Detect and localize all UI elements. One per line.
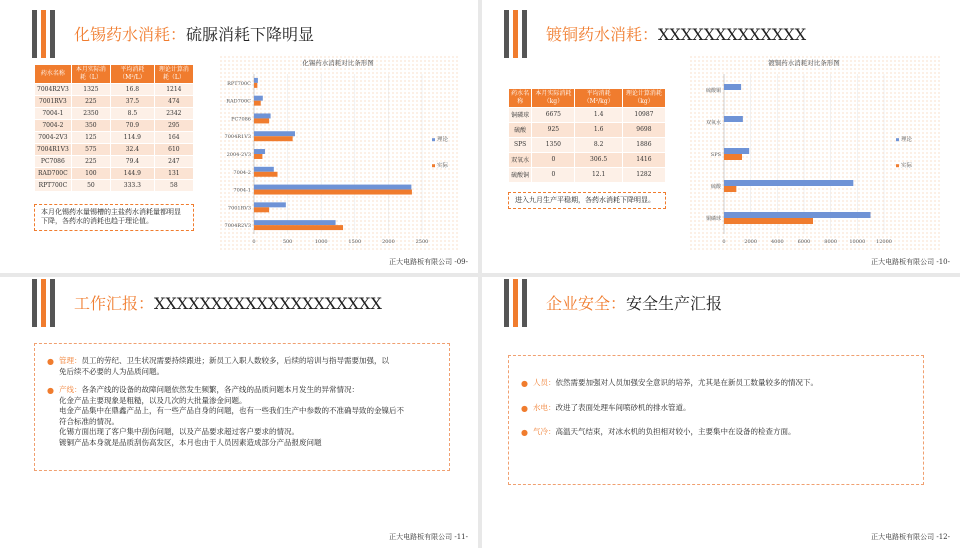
table-row [509, 122, 666, 137]
table-cell: 7004-2 [35, 119, 72, 131]
bullet-dot-icon: ● [521, 379, 528, 388]
y-tick-label: 双氧水 [705, 120, 721, 126]
bar-theory [724, 212, 870, 218]
table-cell: 1282 [622, 167, 665, 182]
table-cell: 2342 [154, 107, 193, 119]
table-cell: 7004R1V3 [35, 143, 72, 155]
x-tick-label: 10000 [849, 239, 866, 245]
table-cell: 32.4 [111, 143, 155, 155]
bar-theory [254, 113, 271, 118]
table-cell: 8.5 [111, 107, 155, 119]
y-tick-label: 铜磷球 [705, 216, 721, 222]
bar-actual [254, 207, 269, 212]
bar-theory [254, 202, 286, 207]
table-cell: 70.9 [111, 119, 155, 131]
legend-label: 理论 [437, 137, 449, 144]
page-footer: 正大电路板有限公司 -10- [871, 258, 950, 266]
slide-title: 化锡药水消耗：硫脲消耗下降明显 [74, 25, 315, 44]
table-row [35, 131, 194, 143]
table-cell: 333.3 [111, 179, 155, 191]
table-header-cell: 平均消耗（M²/L） [111, 65, 155, 84]
table-cell: 79.4 [111, 155, 155, 167]
table-cell: 7004R2V3 [35, 83, 72, 95]
table-cell: 247 [154, 155, 193, 167]
table-cell: RPT700C [35, 179, 72, 191]
y-tick-label: SPS [710, 152, 721, 158]
bar-theory [724, 84, 741, 90]
table-cell: 350 [71, 119, 110, 131]
table-cell: 37.5 [111, 95, 155, 107]
bar-theory [724, 180, 853, 186]
slide-title: 企业安全：安全生产汇报 [546, 294, 723, 313]
bar-chart [220, 56, 460, 256]
table-cell: 50 [71, 179, 110, 191]
y-tick-label: 7004-1 [233, 187, 251, 194]
slide-title: 工作汇报：XXXXXXXXXXXXXXXXXXXX [74, 294, 382, 313]
table-header-cell: 药水名称 [509, 89, 532, 108]
slide-09 [0, 0, 478, 273]
table-row [509, 167, 666, 182]
table-header-cell: 本月实际消耗（L） [71, 65, 110, 84]
page-footer: 正大电路板有限公司 -12- [871, 533, 950, 541]
table-cell: 1.6 [575, 122, 622, 137]
table-cell: 575 [71, 143, 110, 155]
table-row [509, 152, 666, 167]
table-cell: 硫酸铜 [509, 167, 532, 182]
chart-title: 镀铜药水消耗对比条形图 [768, 59, 840, 67]
table-cell: 1886 [622, 137, 665, 152]
slide-title: 镀铜药水消耗：XXXXXXXXXXXXX [546, 25, 807, 44]
table-cell: 1325 [71, 83, 110, 95]
x-tick-label: 4000 [770, 239, 784, 245]
bullet-personnel: ● 人员：依然需要加强对人员加强安全意识的培养，尤其是在新员工数量较多的情况下。 [521, 378, 818, 388]
table-row [35, 179, 194, 191]
table-row [35, 119, 194, 131]
table-cell: 131 [154, 167, 193, 179]
y-tick-label: 7004-2 [233, 169, 251, 176]
logo-bars [32, 10, 62, 58]
bar-theory [254, 78, 258, 83]
legend-label: 实际 [901, 163, 913, 170]
bar-actual [254, 154, 262, 159]
summary-note: 本月化锡药水量锡槽的主盐药水消耗量都明显下降，各药水的消耗也趋于理论值。 [34, 204, 194, 231]
table-cell: 铜磷球 [509, 107, 532, 122]
table-row [35, 107, 194, 119]
bar-theory [254, 149, 265, 154]
bar-actual [254, 136, 293, 141]
x-tick-label: 1000 [314, 239, 328, 245]
table-cell: 12.1 [575, 167, 622, 182]
table-cell: 164 [154, 131, 193, 143]
x-tick-label: 8000 [824, 239, 838, 245]
logo-bars [32, 279, 62, 327]
table-cell: 474 [154, 95, 193, 107]
table-cell: 硫酸 [509, 122, 532, 137]
bullet-dot-icon: ● [521, 403, 528, 413]
table-cell: 双氧水 [509, 152, 532, 167]
table-row [35, 95, 194, 107]
table-cell: 100 [71, 167, 110, 179]
table-cell: 306.5 [575, 152, 622, 167]
table-cell: 225 [71, 155, 110, 167]
y-tick-label: 7004R1V3 [224, 134, 251, 141]
slide-11 [0, 277, 478, 548]
bar-actual [254, 101, 261, 106]
x-tick-label: 6000 [797, 239, 811, 245]
bar-actual [724, 154, 742, 160]
x-tick-label: 2000 [744, 239, 758, 245]
bar-theory [254, 167, 274, 172]
page-footer: 正大电路板有限公司 -11- [389, 533, 468, 541]
bullet-management: ● 管理：员工的劳纪、卫生状况需要持续跟进；新员工入职人数较多，后续的培训与指导需要加强，以 免后续不必要的人为品质问题。 [47, 356, 389, 376]
bar-theory [254, 131, 295, 136]
table-cell: 295 [154, 119, 193, 131]
y-tick-label: 7004R2V3 [224, 223, 251, 230]
bar-theory [254, 96, 263, 101]
table-cell: 7004-2V3 [35, 131, 72, 143]
table-header-cell: 本月实际消耗（kg） [532, 89, 575, 108]
summary-note: 进入九月生产平稳期，各药水消耗下降明显。 [508, 192, 666, 209]
report-box [34, 343, 450, 471]
table-header-cell: 理论计算消耗（L） [154, 65, 193, 84]
table-cell: 7001RV3 [35, 95, 72, 107]
bullet-utilities: ● 水电：改进了表面处理车间喷砂机的排水管道。 [521, 402, 691, 413]
table-cell: 114.9 [111, 131, 155, 143]
table-cell: 16.8 [111, 83, 155, 95]
logo-bars [504, 10, 534, 58]
table-cell: 144.9 [111, 167, 155, 179]
bar-theory [724, 148, 749, 154]
logo-bars [504, 279, 534, 327]
chart-title: 化锡药水消耗对比条形图 [302, 59, 374, 67]
table-row [35, 143, 194, 155]
table-cell: 1.4 [575, 107, 622, 122]
table-cell: 0 [532, 152, 575, 167]
y-tick-label: 7001RV3 [227, 205, 251, 212]
table-row [35, 155, 194, 167]
y-tick-label: RPT700C [227, 80, 251, 87]
table-header-cell: 药水名称 [35, 65, 72, 84]
table-cell: 0 [532, 167, 575, 182]
bar-theory [254, 185, 411, 190]
table-cell: 925 [532, 122, 575, 137]
table-cell: PC7086 [35, 155, 72, 167]
x-tick-label: 2500 [415, 239, 429, 245]
table-header-cell: 理论计算消耗（kg） [622, 89, 665, 108]
table-cell: 225 [71, 95, 110, 107]
table-row [35, 83, 194, 95]
legend-swatch [432, 138, 435, 141]
x-tick-label: 12000 [876, 239, 892, 245]
y-tick-label: 2004-2V3 [226, 152, 251, 158]
bar-actual [254, 83, 257, 88]
x-tick-label: 0 [722, 239, 726, 245]
table-cell: 1350 [532, 137, 575, 152]
bullet-dot-icon: ● [47, 357, 54, 366]
table-cell: 9698 [622, 122, 665, 137]
legend-label: 实际 [437, 163, 449, 170]
bar-theory [254, 220, 336, 225]
bar-actual [724, 218, 813, 224]
legend-swatch [896, 164, 899, 167]
consumption-table [508, 88, 666, 183]
page-footer: 正大电路板有限公司 -09- [389, 258, 468, 266]
table-row [509, 107, 666, 122]
y-tick-label: PC7086 [231, 116, 251, 123]
consumption-table [34, 64, 194, 192]
y-tick-label: RAD700C [226, 98, 251, 105]
bar-theory [724, 116, 743, 122]
table-header-cell: 平均消耗（M²/kg） [575, 89, 622, 108]
table-cell: 58 [154, 179, 193, 191]
bullet-cooling: ● 气冷：高温天气结束，对冰水机的负担相对较小，主要集中在设备的检查方面。 [521, 427, 796, 437]
x-tick-label: 2000 [382, 239, 395, 245]
x-tick-label: 500 [282, 239, 293, 245]
legend-label: 理论 [901, 137, 913, 144]
x-tick-label: 0 [252, 239, 256, 245]
slide-10 [482, 0, 960, 273]
bullet-dot-icon: ● [47, 386, 54, 395]
table-cell: 7004-1 [35, 107, 72, 119]
y-tick-label: 硫酸 [710, 184, 721, 190]
safety-box [508, 355, 924, 485]
table-cell: RAD700C [35, 167, 72, 179]
table-cell: 6675 [532, 107, 575, 122]
table-cell: 125 [71, 131, 110, 143]
y-tick-label: 硫酸铜 [705, 88, 721, 94]
bar-actual [254, 172, 278, 177]
slide-12 [482, 277, 960, 548]
bar-actual [254, 118, 269, 123]
bar-actual [254, 190, 412, 195]
bar-actual [254, 225, 343, 230]
legend-swatch [432, 164, 435, 167]
bullet-dot-icon: ● [521, 428, 528, 437]
x-tick-label: 1500 [348, 239, 362, 245]
legend-swatch [896, 138, 899, 141]
table-cell: 2350 [71, 107, 110, 119]
table-cell: 10987 [622, 107, 665, 122]
bullet-production: ● 产线：各条产线的设备的故障问题依然发生频繁，各产线的品质问题本月发生的异常情况： 化金产品主要现象是粗糙，以及几次的大批量渗金问题。 电金产品集中在鼎鑫产品上，有一些产品自身的问题，也有一些我们生产中参数的不准确导致的金镍后不 符合标准的情况。 化锡方面出现了客户集中刮伤问题，以及产品要求超过客户要求的情况。 镀铜产品本身就是品质刮伤高发区，本月也由于人员因素造成部分产品报废问题 [47, 385, 404, 447]
bar-actual [724, 186, 736, 192]
table-cell: 8.2 [575, 137, 622, 152]
table-cell: 610 [154, 143, 193, 155]
table-cell: SPS [509, 137, 532, 152]
table-cell: 1214 [154, 83, 193, 95]
table-row [509, 137, 666, 152]
table-row [35, 167, 194, 179]
table-cell: 1416 [622, 152, 665, 167]
bar-chart [690, 56, 940, 256]
